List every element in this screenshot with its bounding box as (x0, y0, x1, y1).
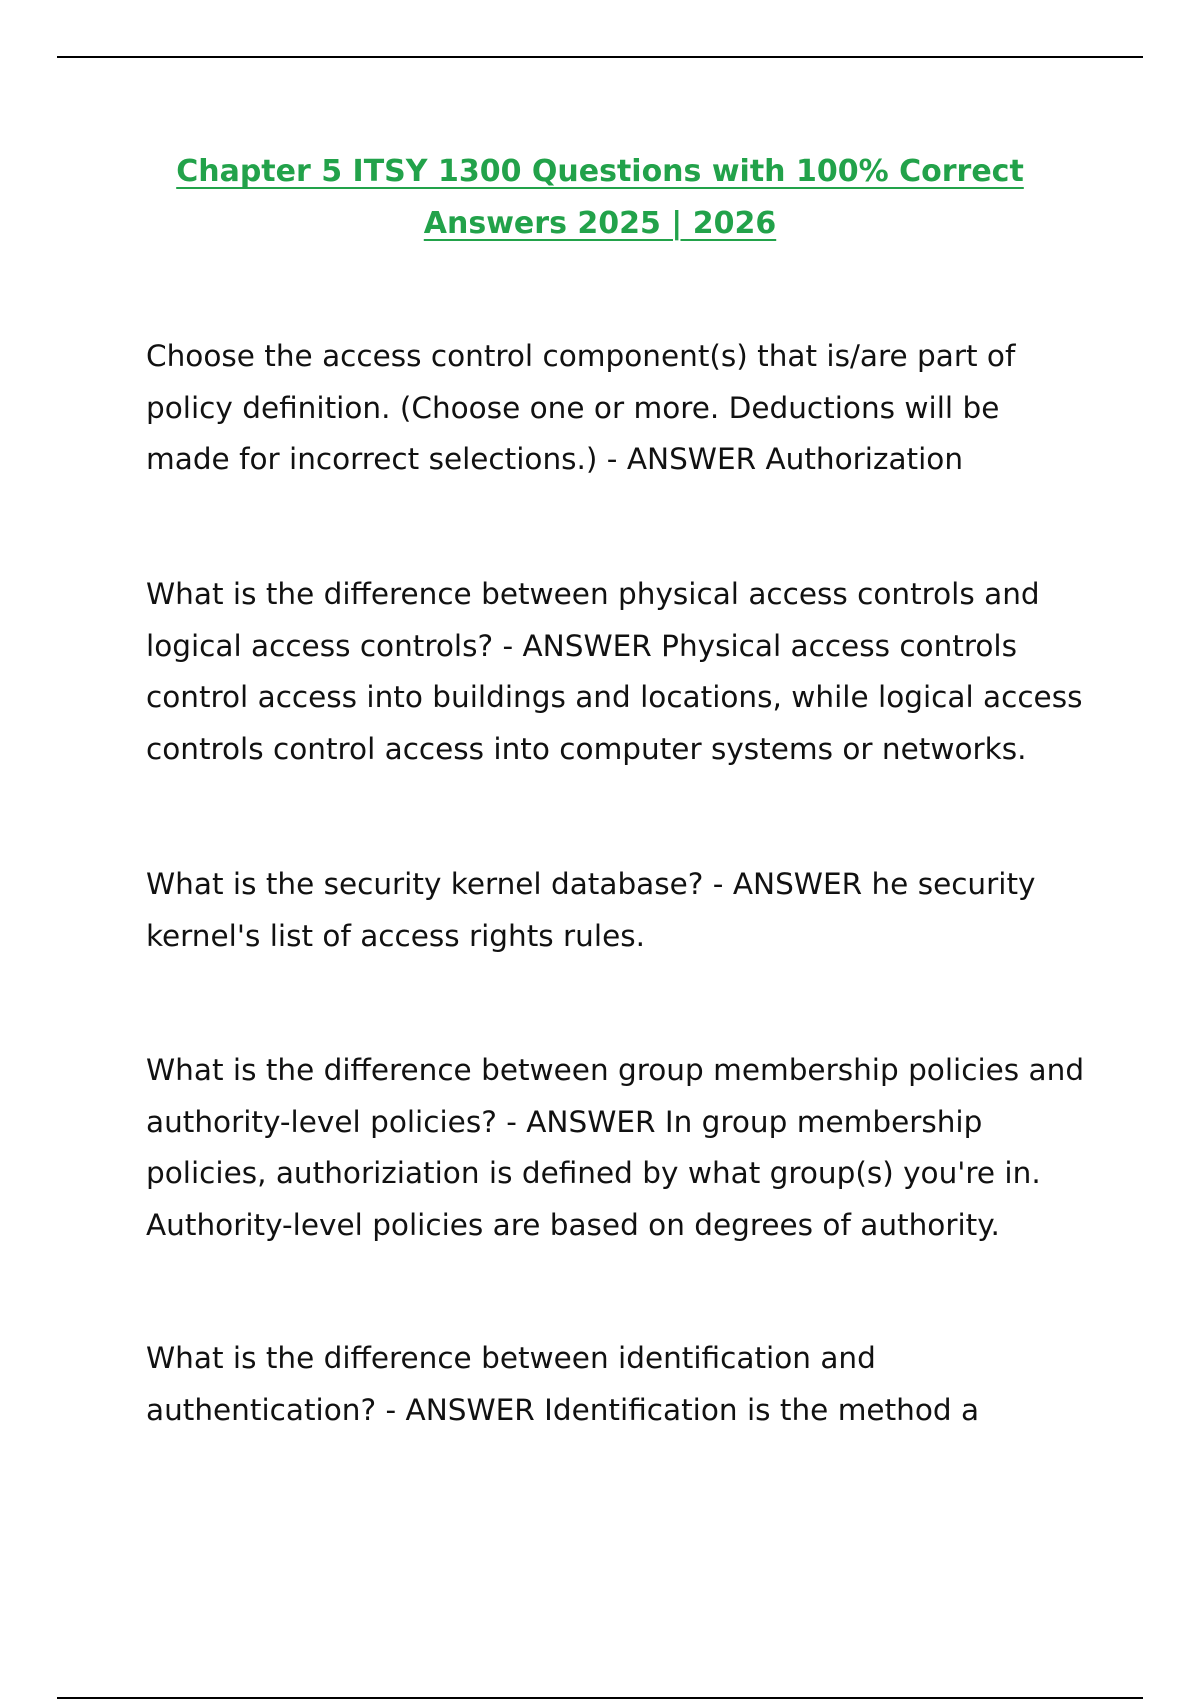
qa-entry: What is the difference between identification and authentication? - ANSWER Identification is the method a (146, 1341, 980, 1427)
qa-entry: Choose the access control component(s) that is/are part of policy definition. (Choose one or more. Deductions will be made for incorrect selections.) - ANSWER Authorization (146, 339, 1016, 476)
top-divider (57, 56, 1143, 58)
bottom-divider (57, 1697, 1143, 1699)
qa-entry: What is the security kernel database? - ANSWER he security kernel's list of access rights rules. (146, 867, 1036, 953)
title-line-1: Chapter 5 ITSY 1300 Questions with 100% Correct (176, 154, 1024, 189)
document-title (100, 146, 1100, 250)
qa-entry: What is the difference between group membership policies and authority-level policies? - ANSWER In group membership policies, authoriziation is defined by what group(s) you're in. Authority-level policies are based on degrees of authority. (146, 1053, 1085, 1242)
title-line-2: Answers 2025 | 2026 (423, 206, 777, 241)
qa-entry: What is the difference between physical access controls and logical access controls? - ANSWER Physical access controls control access into buildings and locations, while logical access controls control access into computer systems or networks. (146, 577, 1083, 766)
